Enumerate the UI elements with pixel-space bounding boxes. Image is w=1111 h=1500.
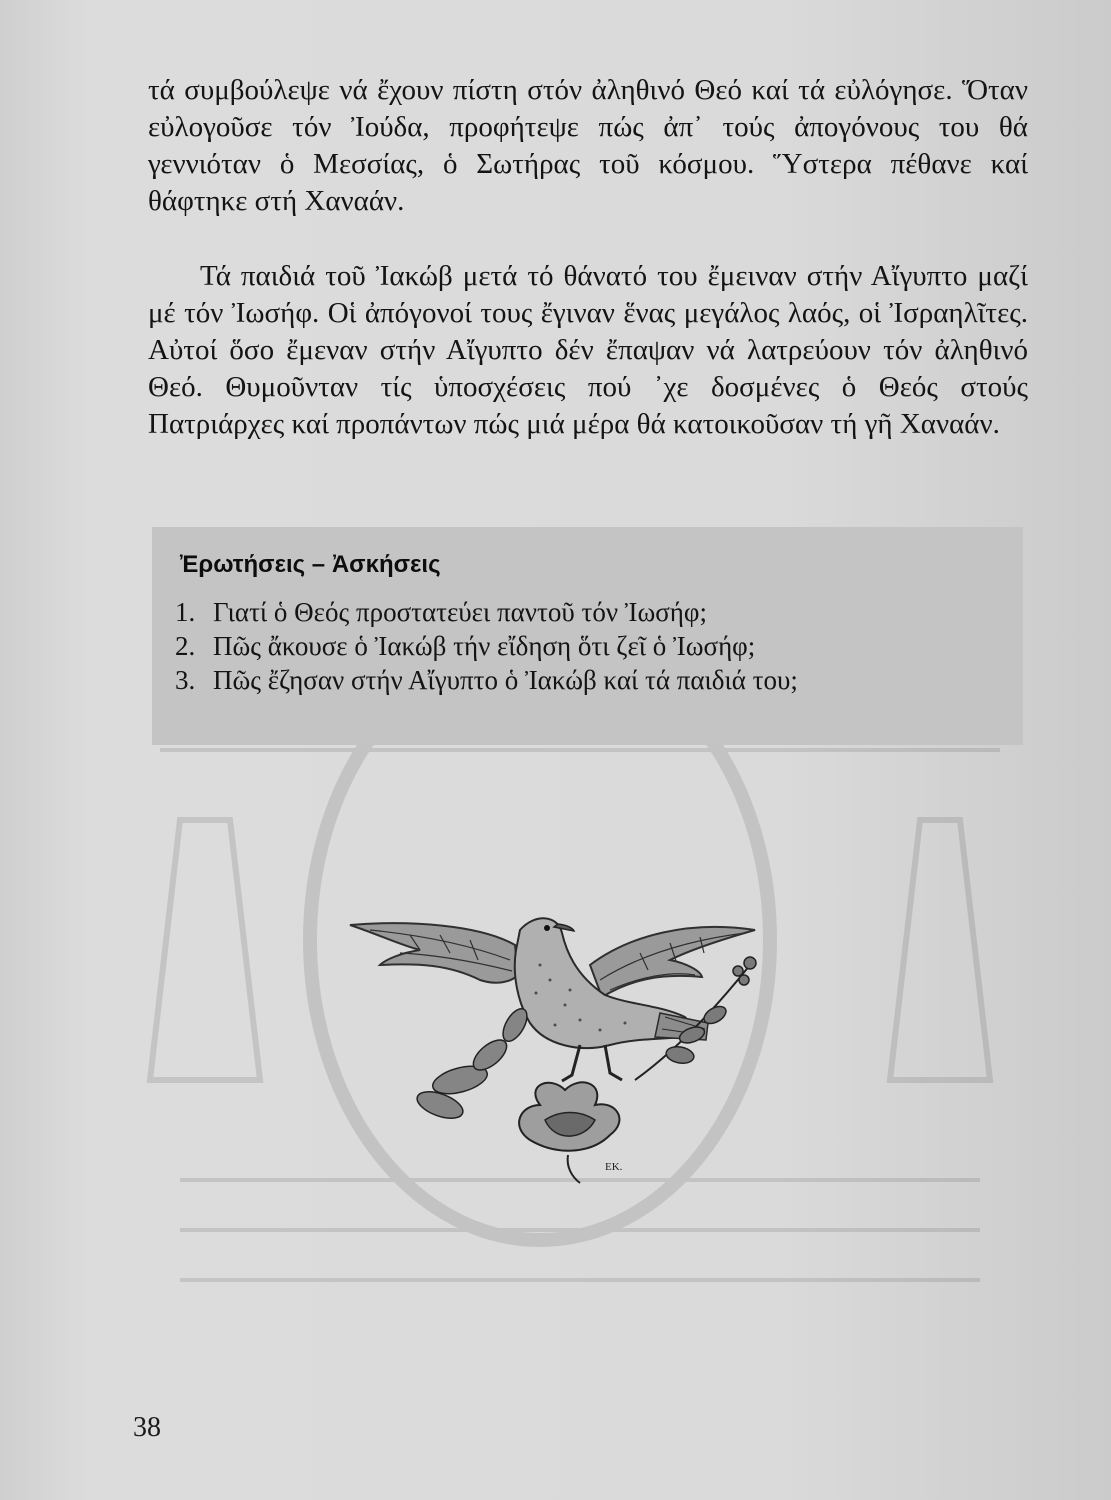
page-number: 38 [133, 1412, 161, 1443]
question-text: Γιατί ὁ Θεός προστατεύει παντοῦ τόν Ἰωσήφ; [213, 597, 708, 627]
questions-list [175, 595, 1015, 697]
artist-signature: ΕΚ. [605, 1161, 623, 1173]
paragraph-2: Τά παιδιά τοῦ Ἰακώβ μετά τό θάνατό του ἔμειναν στήν Αἴγυπτο μαζί μέ τόν Ἰωσήφ. Οἱ ἀπόγονοί τους ἔγιναν ἕνας μεγάλος λαός, οἱ Ἰσραηλῖτες. Αὐτοί ὅσο ἔμεναν στήν Αἴγυπτο δέν ἔπαψαν νά λατρεύουν τόν ἀληθινό Θεό. Θυμοῦνταν τίς ὑποσχέσεις πού ᾽χε δοσμένες ὁ Θεός στούς Πατριάρχες καί προπάντων πώς μιά μέρα θά κατοικοῦσαν τή γῆ Χαναάν. [148, 260, 1028, 440]
dove-illustration [340, 905, 760, 1195]
question-text: Πῶς ἄκουσε ὁ Ἰακώβ τήν εἴδηση ὅτι ζεῖ ὁ Ἰωσήφ; [213, 631, 756, 661]
dove-eye [544, 925, 550, 931]
question-item [175, 663, 1015, 697]
question-item [175, 629, 1015, 663]
question-item [175, 595, 1015, 629]
question-number: 2. [175, 631, 196, 661]
questions-heading: Ἐρωτήσεις – Ἀσκήσεις [180, 551, 441, 578]
paragraph-1: τά συμβούλεψε νά ἔχουν πίστη στόν ἀληθινό Θεό καί τά εὐλόγησε. Ὅταν εὐλογοῦσε τόν Ἰούδα, προφήτεψε πώς ἀπ᾽ τούς ἀπογόνους του θά γεννιόταν ὁ Μεσσίας, ὁ Σωτήρας τοῦ κόσμου. Ὕστερα πέθανε καί θάφτηκε στή Χαναάν. [148, 74, 1028, 217]
question-text: Πῶς ἔζησαν στήν Αἴγυπτο ὁ Ἰακώβ καί τά παιδιά του; [213, 665, 798, 695]
dove-left-wing [350, 923, 518, 983]
question-number: 1. [175, 597, 196, 627]
dove-right-wing [590, 927, 755, 997]
question-number: 3. [175, 665, 196, 695]
